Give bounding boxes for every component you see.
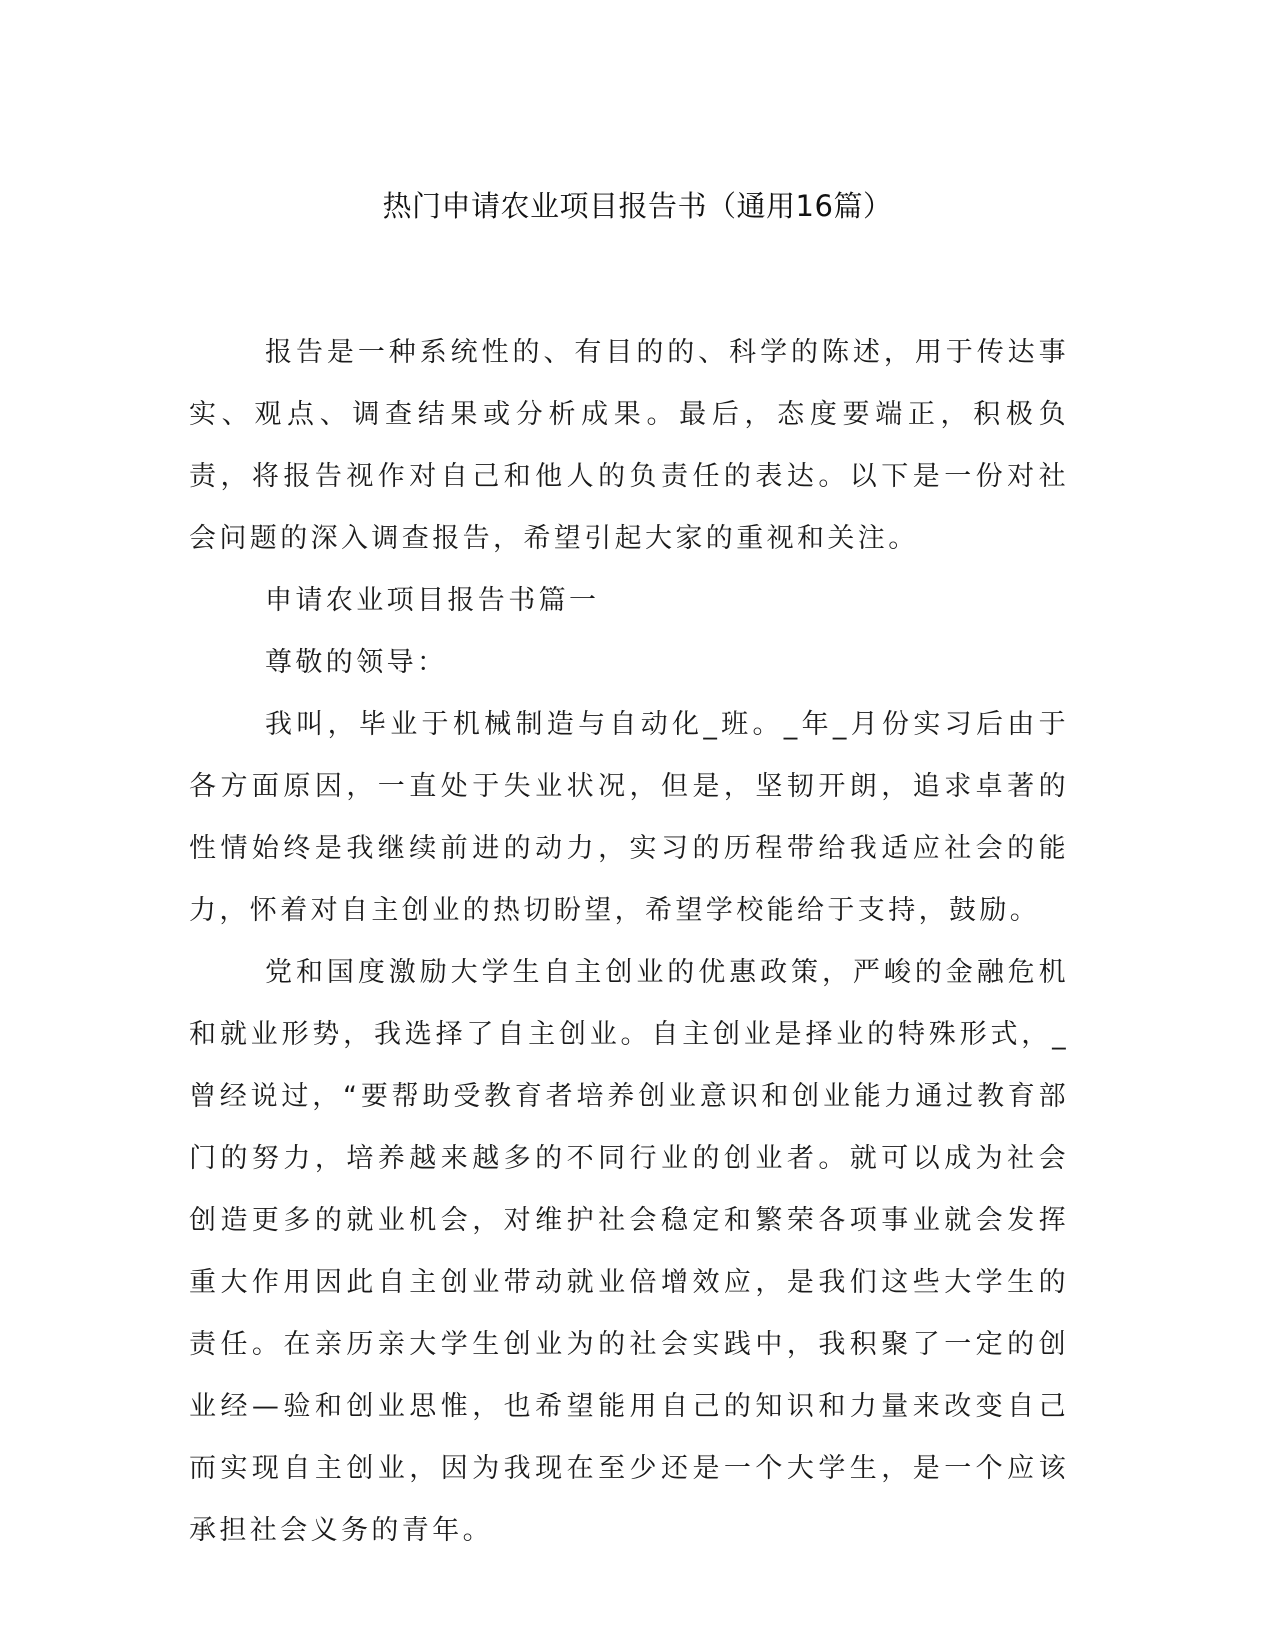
document-title: 热门申请农业项目报告书（通用16篇） [382,189,893,223]
intro-paragraph: 报告是一种系统性的、有目的的、科学的陈述，用于传达事实、观点、调查结果或分析成果。最后，态度要端正，积极负责，将报告视作对自己和他人的负责任的表达。以下是一份对社会问题的深入调查报告，希望引起大家的重视和关注。 [189,337,1069,554]
body-paragraph: 党和国度激励大学生自主创业的优惠政策，严峻的金融危机和就业形势，我选择了自主创业。自主创业是择业的特殊形式，_曾经说过，“要帮助受教育者培养创业意识和创业能力通过教育部门的努力，培养越来越多的不同行业的创业者。就可以成为社会创造更多的就业机会，对维护社会稳定和繁荣各项事业就会发挥重大作用因此自主创业带动就业倍增效应，是我们这些大学生的责任。在亲历亲大学生创业为的社会实践中，我积聚了一定的创业经—验和创业思惟，也希望能用自己的知识和力量来改变自己而实现自主创业，因为我现在至少还是一个大学生，是一个应该承担社会义务的青年。 [189,957,1069,1546]
section-heading: 申请农业项目报告书篇一 [265,585,600,616]
body-paragraph: 我叫，毕业于机械制造与自动化_班。_年_月份实习后由于各方面原因，一直处于失业状况，但是，坚韧开朗，追求卓著的性情始终是我继续前进的动力，实习的历程带给我适应社会的能力，怀着对自主创业的热切盼望，希望学校能给于支持，鼓励。 [189,709,1069,926]
salutation: 尊敬的领导： [265,647,448,678]
document-body [189,322,1069,1562]
